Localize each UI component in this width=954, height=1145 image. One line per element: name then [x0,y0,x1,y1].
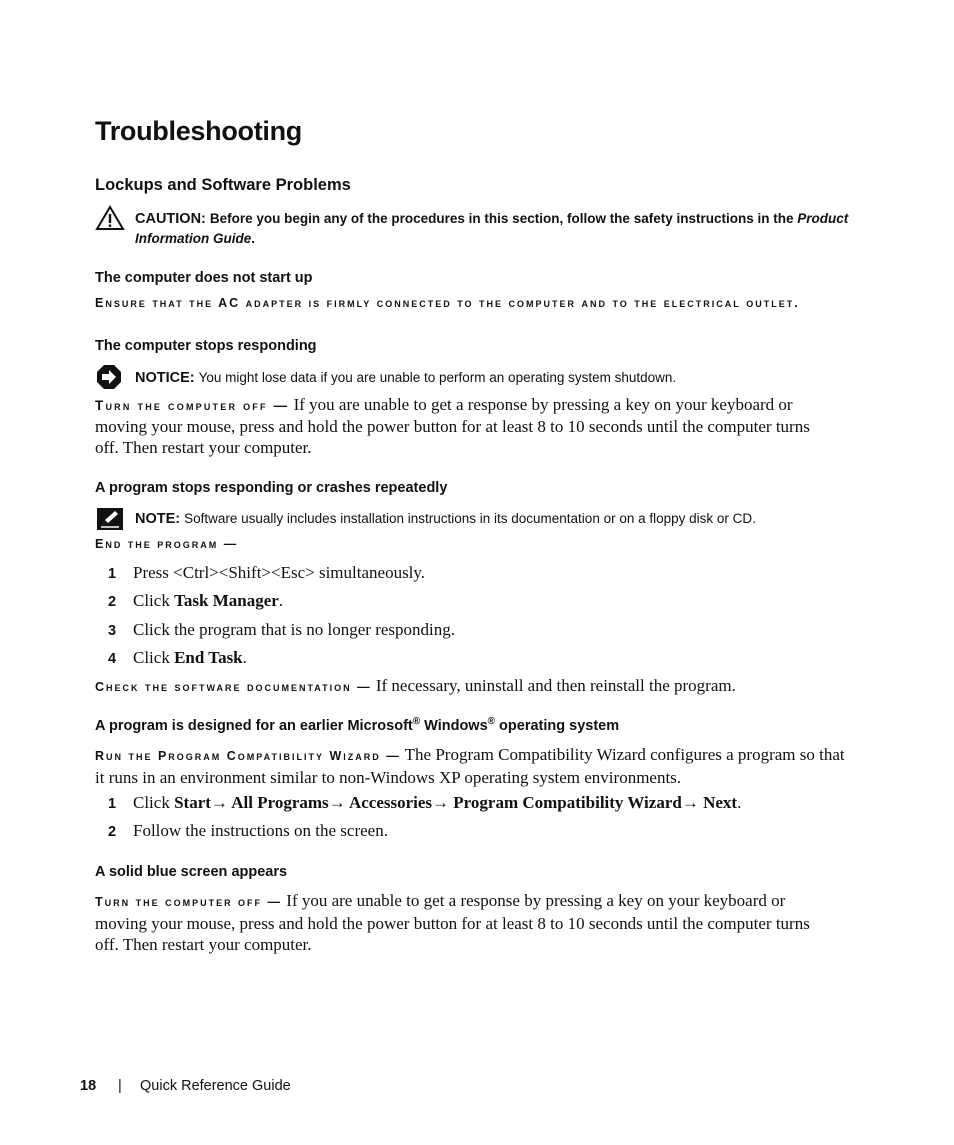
step-number: 2 [108,594,117,610]
heading-blue-screen: A solid blue screen appears [95,864,288,880]
notice-block [135,368,676,388]
note-label: NOTE: [135,511,181,527]
step-end: . [737,793,742,812]
step-number: 4 [108,651,117,667]
ui-term-menu-path: Start→ All Programs→ Accessories→ Program Compatibility Wizard→ Next [174,793,738,812]
caution-block [135,209,865,248]
step-text: Follow the instructions on the screen. [133,821,388,840]
page-footer [80,1078,291,1094]
note-block [135,509,756,529]
list-item [108,562,868,585]
step-text: Click [133,591,175,610]
step-number: 1 [108,566,117,582]
step-text: Click [133,793,175,812]
notice-arrow-icon [96,364,122,390]
ui-term-task-manager: Task Manager [174,591,279,610]
step-text: Click the program that is no longer responding. [133,620,455,639]
action-ensure-adapter: Ensure that the AC adapter is firmly connected to the computer and to the electrical outlet. [95,296,800,310]
list-item [108,792,868,815]
step-end: . [242,648,247,667]
turn-off-paragraph [95,394,835,458]
heading-earlier-windows [95,716,619,734]
notice-label: NOTICE: [135,370,195,386]
blue-screen-text: If you are unable to get a response by pressing a key on your keyboard or moving your mouse, press and hold the power button for at least 8 to 10 seconds until the computer turns off. Then restart your computer. [95,891,810,954]
ui-term-end-task: End Task [174,648,243,667]
compat-wizard-text: The Program Compatibility Wizard configures a program so that it runs in an environment similar to non-Windows XP operating system environments. [95,745,845,787]
turn-off-text: If you are unable to get a response by pressing a key on your keyboard or moving your mouse, press and hold the power button for at least 8 to 10 seconds until the computer turns off. Then restart your computer. [95,395,810,457]
step-end: . [278,591,284,610]
list-item [108,590,868,613]
section-heading: Lockups and Software Problems [95,176,351,194]
heading-part: operating system [495,717,620,734]
action-check-docs: Check the software documentation — [95,680,372,694]
caution-label: CAUTION: [135,211,206,227]
registered-mark: ® [487,716,496,727]
step-number: 1 [108,796,117,812]
list-item [108,619,868,642]
caution-text: Before you begin any of the procedures in this section, follow the safety instructions in the [209,211,798,226]
list-item [108,820,868,843]
check-docs-text: If necessary, uninstall and then reinstall the program. [375,676,736,695]
compat-wizard-paragraph [95,744,855,788]
check-docs-paragraph [95,675,855,698]
step-text: Click [133,648,175,667]
page-number: 18 [80,1078,97,1094]
note-text: Software usually includes installation instructions in its documentation or on a floppy disk or CD. [184,511,756,526]
heading-stops-responding: The computer stops responding [95,338,317,354]
blue-screen-paragraph [95,890,835,955]
note-pencil-icon [97,508,123,530]
heading-part: A program is designed for an earlier Microsoft [95,717,413,734]
heading-program-crashes: A program stops responding or crashes repeatedly [95,480,448,496]
footer-separator: | [118,1078,122,1094]
footer-title: Quick Reference Guide [140,1078,291,1094]
action-end-program: End the program — [95,537,239,551]
action-run-wizard: Run the Program Compatibility Wizard — [95,749,401,763]
action-turn-off-2: Turn the computer off — [95,895,283,909]
page-title: Troubleshooting [95,116,302,146]
heading-part: Windows [420,717,488,734]
step-number: 2 [108,824,117,840]
action-turn-off: Turn the computer off — [95,398,290,413]
registered-mark: ® [412,716,421,727]
caution-end: . [251,231,256,246]
heading-not-start: The computer does not start up [95,270,313,286]
warning-triangle-icon [95,205,125,231]
step-number: 3 [108,623,117,639]
caution-ref: Product Information Guide [135,211,849,246]
notice-text: You might lose data if you are unable to perform an operating system shutdown. [198,370,677,385]
step-text: Press <Ctrl><Shift><Esc> simultaneously. [133,563,426,582]
list-item [108,647,868,670]
